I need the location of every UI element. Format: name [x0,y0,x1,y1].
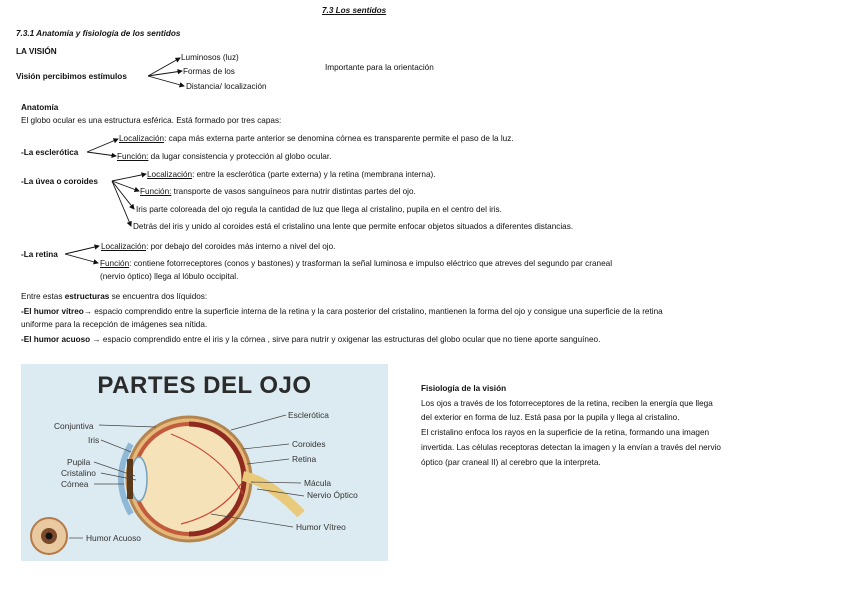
physiology-line: El cristalino enfoca los rayos en la superficie de la retina, formando una imagen [421,428,710,437]
sclera-function: Función: da lugar consistencia y protección al globo ocular. [117,152,332,161]
label-esclerotica: Esclerótica [288,410,329,420]
stimulus-item: Formas de los [183,67,235,76]
physiology-line: invertida. Las células receptoras detectan la imagen y la envían a través del nervio [421,443,721,452]
retina-location: Localización: por debajo del coroides más interno a nivel del ojo. [101,242,336,251]
uvea-function: Función: transporte de vasos sanguíneos para nutrir distintas partes del ojo. [140,187,416,196]
label-macula: Mácula [304,478,331,488]
label-humor-acuoso: Humor Acuoso [86,533,141,543]
anatomy-intro: El globo ocular es una estructura esférica. Está formado por tres capas: [21,116,282,125]
vision-title: LA VISIÓN [16,47,57,56]
label-pupila: Pupila [67,457,91,467]
label-nervio-optico: Nervio Óptico [307,490,358,500]
vision-stimuli-label: Visión percibimos estímulos [16,72,127,81]
humor-vitreo-cont: uniforme para la recepción de imágenes sea nítida. [21,320,208,329]
label-cornea: Córnea [61,479,89,489]
label-cristalino: Cristalino [61,468,96,478]
retina-function-cont: (nervio óptico) llega al lóbulo occipital. [100,272,239,281]
uvea-location: Localización: entre la esclerótica (parte externa) y la retina (membrana interna). [147,170,436,179]
label-iris: Iris [88,435,100,445]
eye-diagram [21,364,388,561]
uvea-iris: Iris parte coloreada del ojo regula la cantidad de luz que llega al cristalino, pupila en el centro del iris. [136,205,502,214]
humor-acuoso: -El humor acuoso → espacio comprendido entre el iris y la córnea , sirve para nutrir y oxigenar las estructuras del globo ocular que no tiene aporte sanguíneo. [21,335,601,344]
uvea-behind: Detrás del iris y unido al coroides está el cristalino una lente que permite enfocar objetos situados a diferentes distancias. [133,222,574,231]
sclera-label: -La esclerótica [21,148,79,157]
label-humor-vitreo: Humor Vítreo [296,522,346,532]
label-conjuntiva: Conjuntiva [54,421,94,431]
stimulus-item: Luminosos (luz) [181,53,239,62]
label-retina: Retina [292,454,317,464]
liquids-intro: Entre estas estructuras se encuentra dos líquidos: [21,292,208,301]
physiology-line: óptico (par craneal II) al cerebro que la interpreta. [421,458,601,467]
humor-vitreo: -El humor vítreo→ espacio comprendido entre la superficie interna de la retina y la cara posterior del cristalino, mantienen la forma del ojo y consigue una superficie de la retina [21,307,663,316]
diagram-title: PARTES DEL OJO [97,372,312,399]
uvea-label: -La úvea o coroides [21,177,98,186]
retina-label: -La retina [21,250,58,259]
page-title: 7.3 Los sentidos [322,6,387,15]
label-coroides: Coroides [292,439,326,449]
physiology-heading: Fisiología de la visión [421,384,507,393]
physiology-line: Los ojos a través de los fotorreceptores de la retina, reciben la energía que llega [421,399,713,408]
anatomy-heading: Anatomía [21,103,59,112]
stimulus-item: Distancia/ localización [186,82,267,91]
retina-function: Función: contiene fotorreceptores (conos y bastones) y trasforman la señal luminosa e impulso eléctrico que atreves del segundo par craneal [100,259,613,268]
section-heading: 7.3.1 Anatomía y fisiología de los sentidos [16,29,181,38]
physiology-line: del exterior en forma de luz. Está pasa por la pupila y llega al cristalino. [421,413,680,422]
vision-note: Importante para la orientación [325,63,434,72]
sclera-location: Localización: capa más externa parte anterior se denomina córnea es transparente permite el paso de la luz. [119,134,514,143]
